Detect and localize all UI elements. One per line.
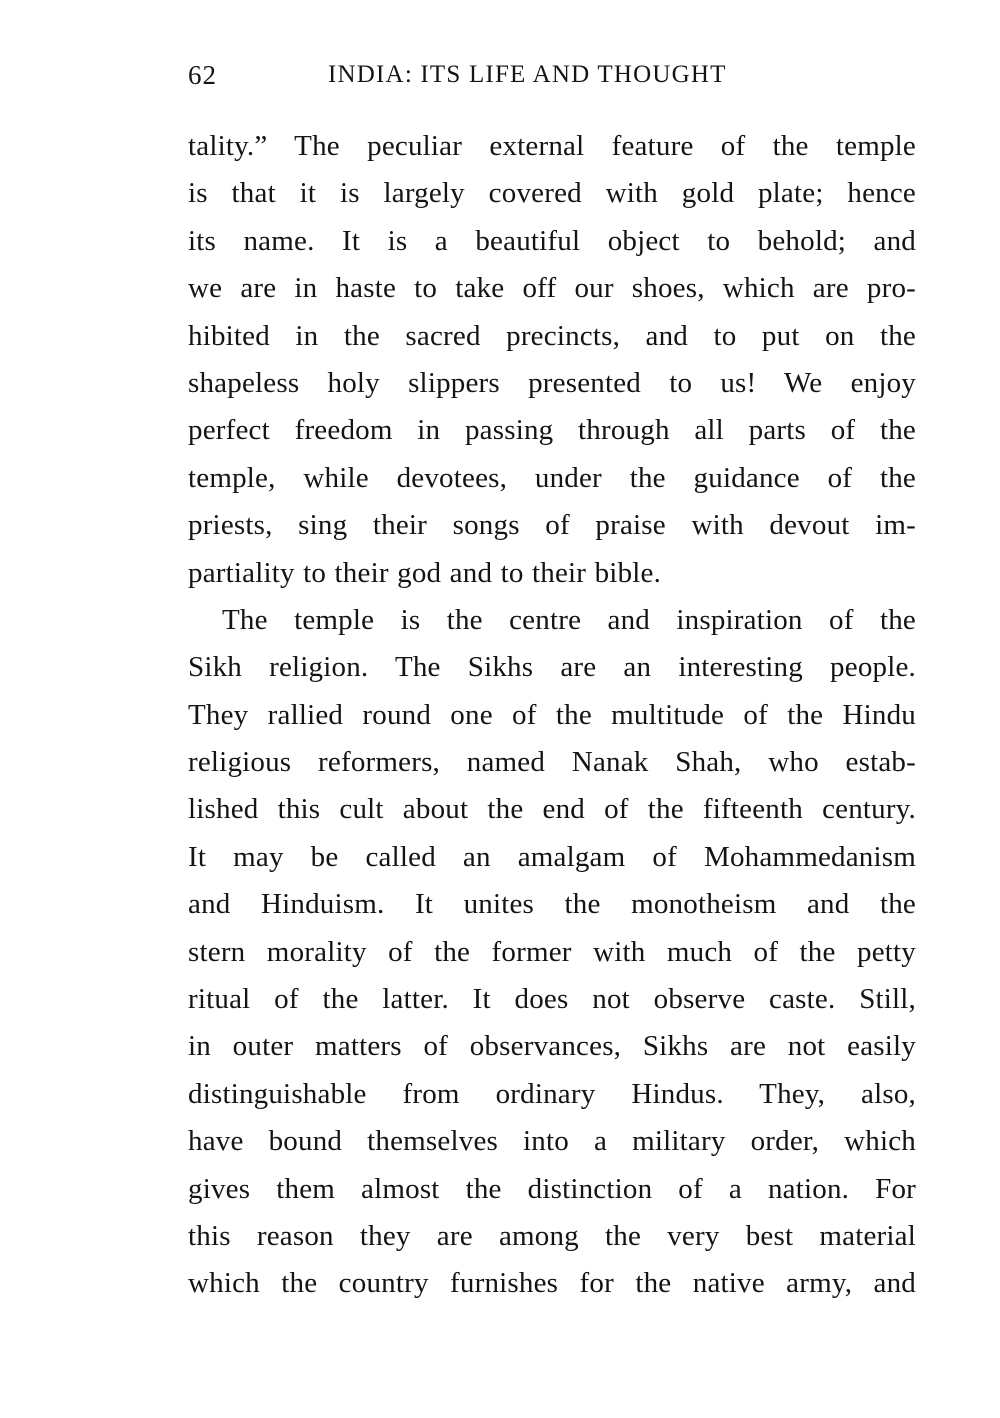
text-line: The temple is the centre and inspiration of the xyxy=(222,603,916,636)
text-line: we are in haste to take off our shoes, which are pro- xyxy=(188,272,916,305)
text-line: this reason they are among the very best material xyxy=(188,1219,916,1252)
paragraph-2 xyxy=(188,597,916,1308)
text-line: in outer matters of observances, Sikhs are not easily xyxy=(188,1030,916,1063)
text-line: priests, sing their songs of praise with devout im- xyxy=(188,509,916,542)
text-line: perfect freedom in passing through all parts of the xyxy=(188,414,916,447)
text-line: stern morality of the former with much of the petty xyxy=(188,935,916,968)
text-line: tality.” The peculiar external feature of the temple xyxy=(188,130,916,162)
text-line: distinguishable from ordinary Hindus. They, also, xyxy=(188,1077,916,1110)
text-line: lished this cult about the end of the fifteenth century. xyxy=(188,793,916,826)
page-number: 62 xyxy=(188,60,217,90)
text-line: its name. It is a beautiful object to behold; and xyxy=(188,224,916,257)
text-line: They rallied round one of the multitude of the Hindu xyxy=(188,698,916,731)
text-line: It may be called an amalgam of Mohammedanism xyxy=(188,840,916,873)
running-head: INDIA: ITS LIFE AND THOUGHT xyxy=(328,61,727,88)
text-line: is that it is largely covered with gold plate; hence xyxy=(188,177,916,210)
body-text xyxy=(188,123,916,1308)
text-line: religious reformers, named Nanak Shah, who estab- xyxy=(188,746,916,779)
paragraph-1 xyxy=(188,123,916,597)
text-line: hibited in the sacred precincts, and to put on the xyxy=(188,319,916,352)
text-line: shapeless holy slippers presented to us! We enjoy xyxy=(188,366,916,399)
text-line: partiality to their god and to their bible. xyxy=(188,556,662,589)
text-line: ritual of the latter. It does not observe caste. Still, xyxy=(188,983,916,1016)
text-line: gives them almost the distinction of a nation. For xyxy=(188,1172,916,1205)
text-line: have bound themselves into a military order, which xyxy=(188,1125,916,1158)
text-line: Sikh religion. The Sikhs are an interesting people. xyxy=(188,651,916,684)
text-line: temple, while devotees, under the guidance of the xyxy=(188,461,916,494)
text-line: and Hinduism. It unites the monotheism and the xyxy=(188,888,916,921)
text-line: which the country furnishes for the native army, and xyxy=(188,1267,916,1300)
